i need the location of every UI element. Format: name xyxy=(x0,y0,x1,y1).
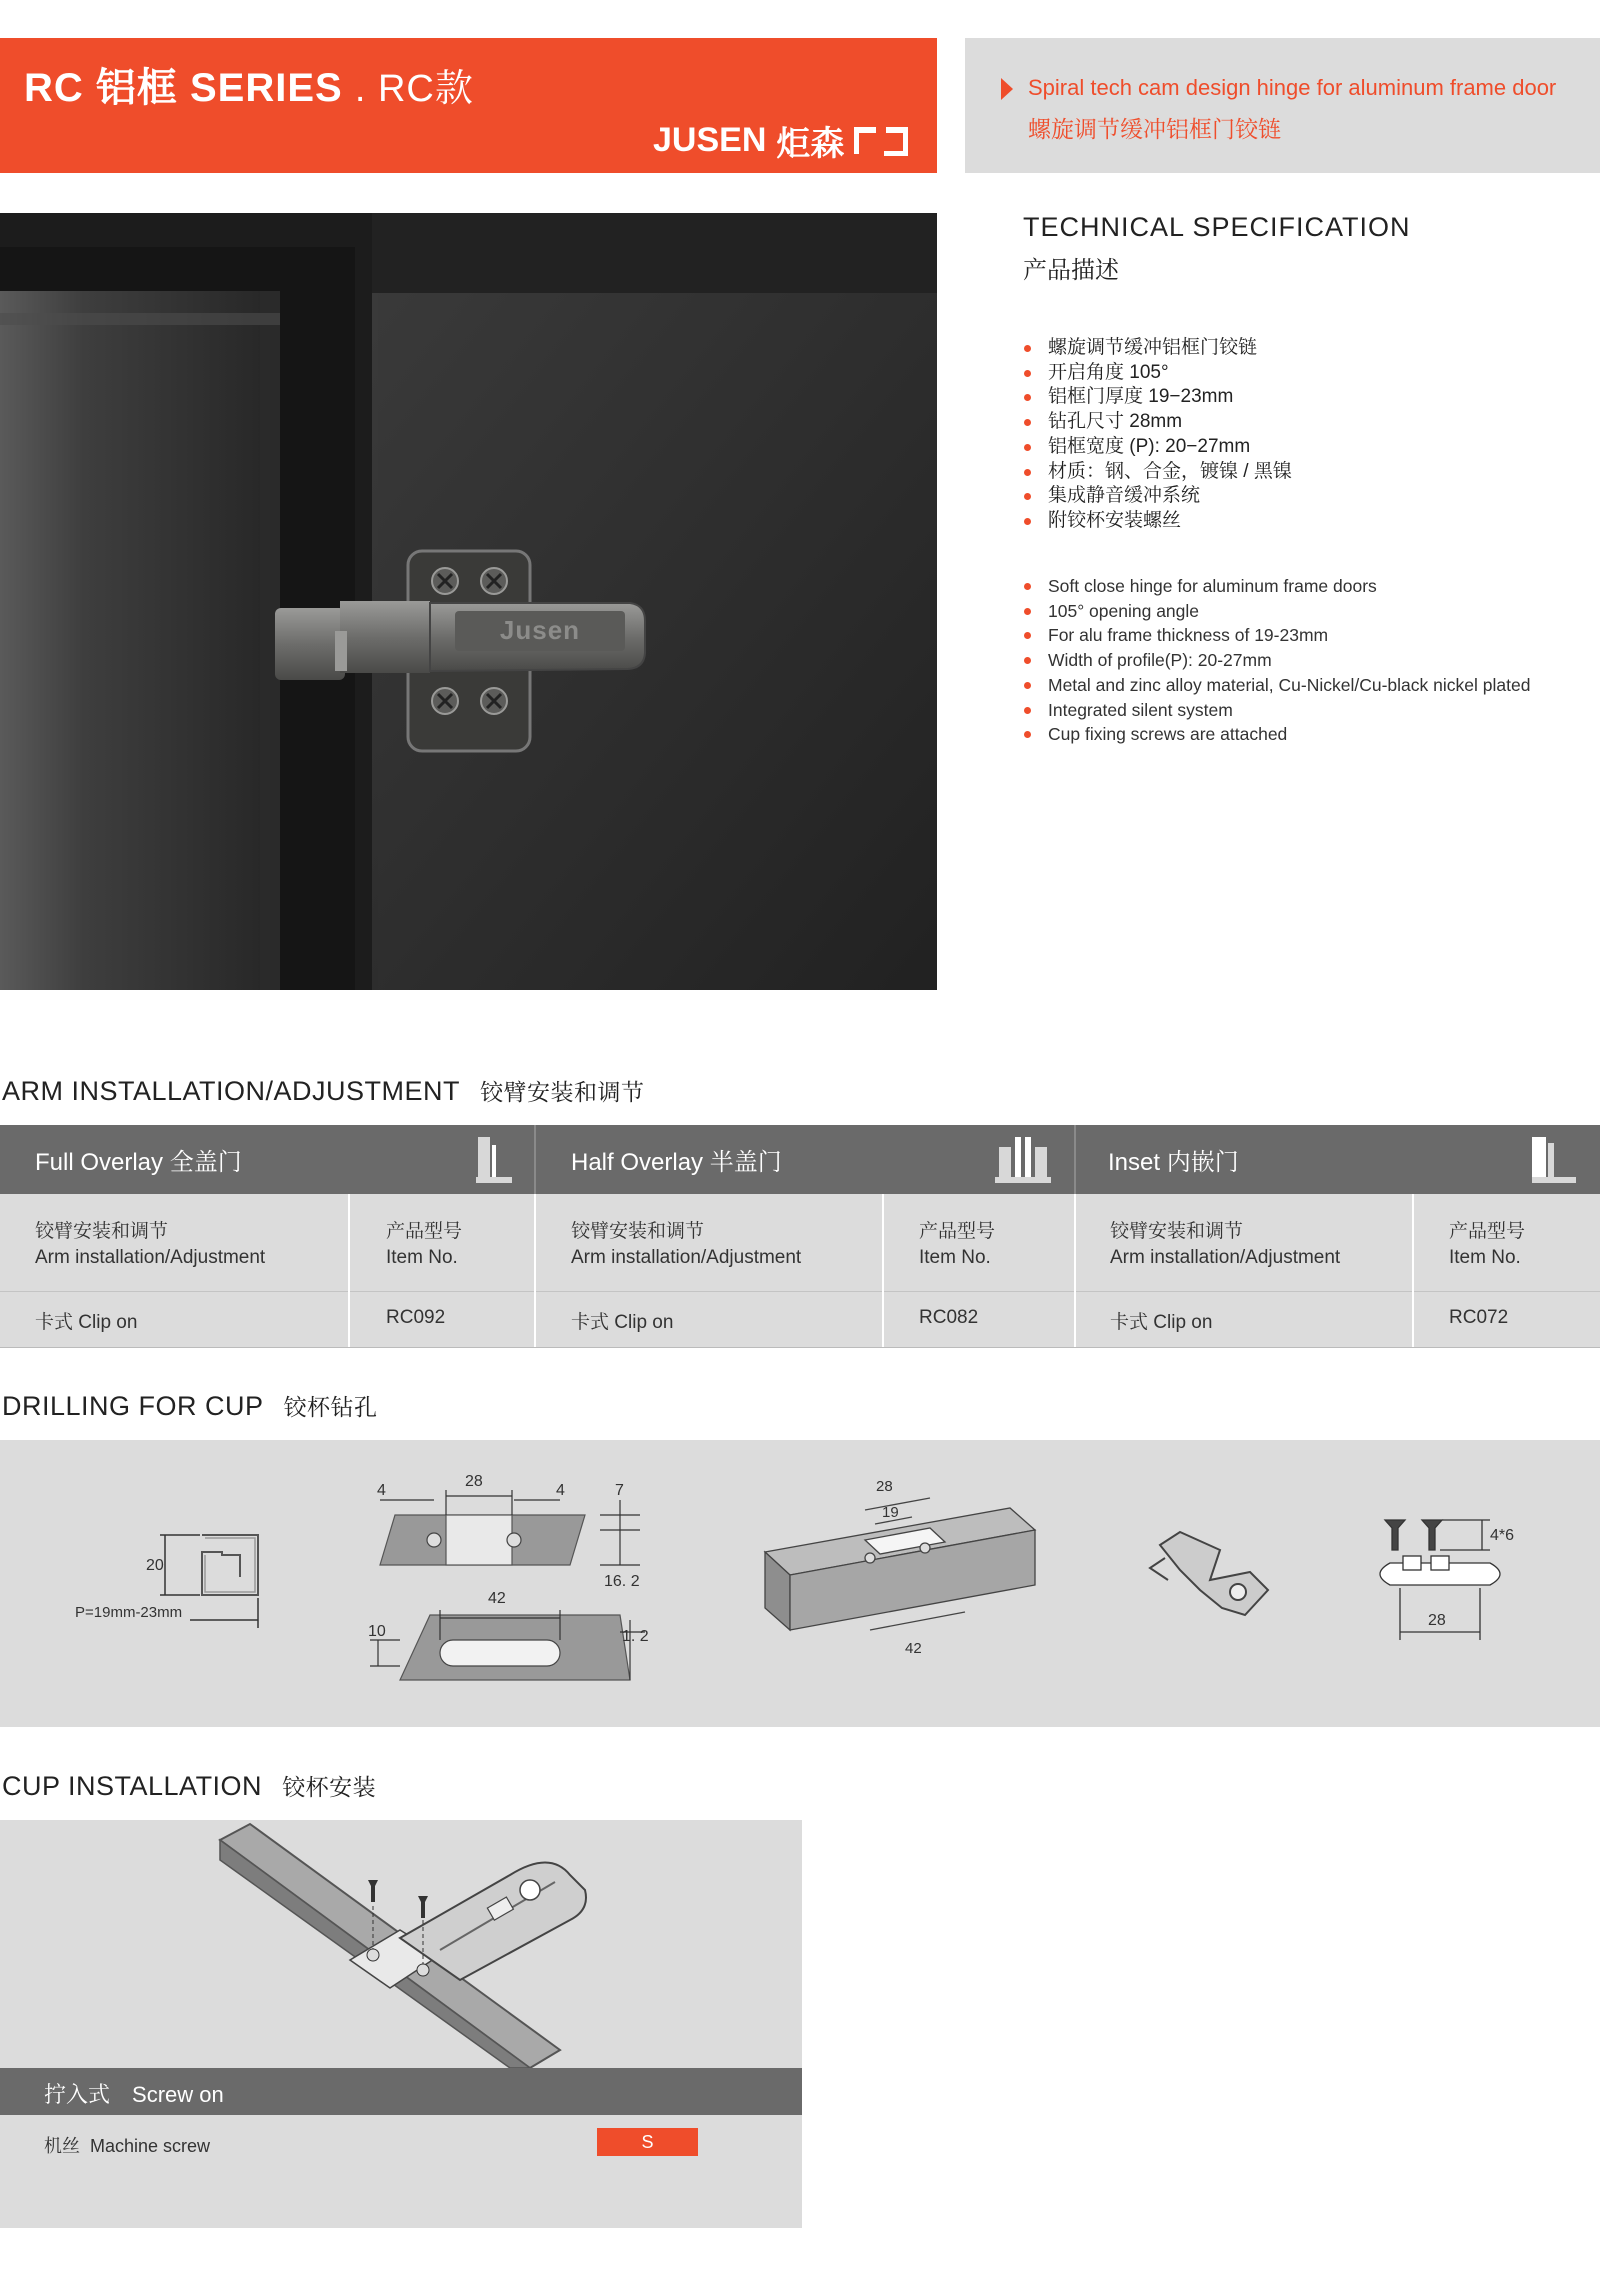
dim-10: 10 xyxy=(368,1623,386,1640)
item-no-label: 产品型号 Item No. xyxy=(919,1221,996,1268)
divider xyxy=(534,1194,536,1347)
divider xyxy=(1074,1125,1076,1194)
drilling-title-cn: 铰杯钻孔 xyxy=(283,1394,378,1420)
series-title-main: RC 铝框 SERIES xyxy=(24,66,343,110)
divider xyxy=(882,1194,884,1347)
divider xyxy=(534,1125,536,1194)
list-item: For alu frame thickness of 19-23mm xyxy=(1022,623,1530,648)
dim-4b: 4 xyxy=(556,1482,565,1499)
divider xyxy=(1412,1194,1414,1347)
arm-install-value: 卡式 Clip on xyxy=(35,1312,138,1333)
item-no-label: 产品型号 Item No. xyxy=(386,1221,463,1268)
list-item: 开启角度 105° xyxy=(1022,361,1292,386)
list-item: 螺旋调节缓冲铝框门铰链 xyxy=(1022,336,1292,361)
list-item: 附铰杯安装螺丝 xyxy=(1022,509,1292,534)
iso-dim-42: 42 xyxy=(905,1640,922,1657)
hinge-photo-illustration xyxy=(0,213,937,990)
divider xyxy=(1074,1194,1076,1347)
screw-type-badge: S xyxy=(597,2128,698,2156)
cup-install-illustration xyxy=(0,1820,802,2068)
profile-diagram xyxy=(75,1535,258,1628)
cup-title-en: CUP INSTALLATION xyxy=(2,1771,263,1801)
item-no-label: 产品型号 Item No. xyxy=(1449,1221,1526,1268)
list-item: Soft close hinge for aluminum frame doors xyxy=(1022,574,1530,599)
list-item: 铝框门厚度 19−23mm xyxy=(1022,385,1292,410)
series-title xyxy=(24,56,474,113)
drilling-title-en: DRILLING FOR CUP xyxy=(2,1391,264,1421)
spec-subtitle: 产品描述 xyxy=(1023,257,1119,284)
arm-install-label: 铰臂安装和调节 Arm installation/Adjustment xyxy=(571,1221,802,1268)
triangle-bullet-icon xyxy=(1001,78,1013,100)
item-no-value: RC082 xyxy=(919,1307,979,1328)
cup-iso-view xyxy=(765,1478,1035,1657)
list-item: 105° opening angle xyxy=(1022,599,1530,624)
spec-title: TECHNICAL SPECIFICATION xyxy=(1023,212,1411,242)
drilling-diagrams xyxy=(0,1440,1600,1727)
cup-section-title xyxy=(2,1769,376,1802)
cup-install-panel xyxy=(0,1820,802,2228)
tagline-panel xyxy=(965,38,1600,173)
drilling-section-title xyxy=(2,1389,378,1422)
inset-icon xyxy=(1528,1133,1580,1185)
half-overlay-icon xyxy=(993,1133,1053,1185)
arm-install-value: 卡式 Clip on xyxy=(571,1312,674,1333)
brand-logo xyxy=(653,116,923,165)
iso-dim-19: 19 xyxy=(882,1504,899,1521)
tagline-en: Spiral tech cam design hinge for aluminum frame door xyxy=(1028,75,1557,100)
list-item: 铝框宽度 (P): 20−27mm xyxy=(1022,435,1292,460)
screw-diagram xyxy=(1380,1520,1514,1640)
hinge-brand-embossed: Jusen xyxy=(499,615,581,645)
spec-list-en xyxy=(1022,574,1530,747)
arm-title-en: ARM INSTALLATION/ADJUSTMENT xyxy=(2,1076,461,1106)
cup-top-view xyxy=(368,1473,649,1680)
list-item: Cup fixing screws are attached xyxy=(1022,722,1530,747)
dim-28: 28 xyxy=(465,1473,483,1490)
dim-1-2: 1. 2 xyxy=(622,1628,649,1645)
item-no-value: RC092 xyxy=(386,1307,446,1328)
iso-dim-28: 28 xyxy=(876,1478,893,1495)
brand-mark-icon xyxy=(854,126,908,156)
arm-col-inset: Inset 内嵌门 xyxy=(1108,1149,1239,1176)
profile-range-label: P=19mm-23mm xyxy=(75,1604,183,1621)
arm-col-full-overlay: Full Overlay 全盖门 xyxy=(35,1149,242,1176)
list-item: Width of profile(P): 20-27mm xyxy=(1022,648,1530,673)
screw-width-label: 28 xyxy=(1428,1612,1446,1629)
dim-16-2: 16. 2 xyxy=(604,1573,640,1590)
arm-install-label: 铰臂安装和调节 Arm installation/Adjustment xyxy=(1110,1221,1341,1268)
arm-install-label: 铰臂安装和调节 Arm installation/Adjustment xyxy=(35,1221,266,1268)
cup-type-label: 拧入式 Screw on xyxy=(44,2082,224,2107)
cup-title-cn: 铰杯安装 xyxy=(282,1774,377,1800)
brand-name-cn: 炬森 xyxy=(776,125,845,163)
screw-size-label: 4*6 xyxy=(1490,1527,1515,1544)
arm-title-cn: 铰臂安装和调节 xyxy=(480,1079,645,1105)
dim-7: 7 xyxy=(615,1482,624,1499)
arm-install-value: 卡式 Clip on xyxy=(1110,1312,1213,1333)
dim-4a: 4 xyxy=(377,1482,386,1499)
brand-name-en: JUSEN xyxy=(653,121,767,159)
dim-42: 42 xyxy=(488,1590,506,1607)
arm-table-divider xyxy=(0,1291,1600,1292)
list-item: 材质：钢、合金，镀镍 / 黑镍 xyxy=(1022,460,1292,485)
arm-section-title xyxy=(2,1074,645,1107)
tagline-cn: 螺旋调节缓冲铝框门铰链 xyxy=(1028,116,1281,142)
series-title-sub: . RC款 xyxy=(354,68,474,110)
bracket-illustration xyxy=(1150,1532,1268,1615)
list-item: Integrated silent system xyxy=(1022,698,1530,723)
list-item: 集成静音缓冲系统 xyxy=(1022,484,1292,509)
item-no-value: RC072 xyxy=(1449,1307,1509,1328)
list-item: 钻孔尺寸 28mm xyxy=(1022,410,1292,435)
drilling-diagram-panel xyxy=(0,1440,1600,1727)
arm-col-half-overlay: Half Overlay 半盖门 xyxy=(571,1149,782,1176)
full-overlay-icon xyxy=(470,1133,514,1185)
spec-list-cn xyxy=(1022,336,1292,534)
cup-screw-label: 机丝 Machine screw xyxy=(44,2136,211,2156)
profile-height-label: 20 xyxy=(146,1557,164,1574)
arm-table-body xyxy=(0,1194,1600,1348)
divider xyxy=(348,1194,350,1347)
list-item: Metal and zinc alloy material, Cu-Nickel/Cu-black nickel plated xyxy=(1022,673,1530,698)
product-photo xyxy=(0,213,937,990)
